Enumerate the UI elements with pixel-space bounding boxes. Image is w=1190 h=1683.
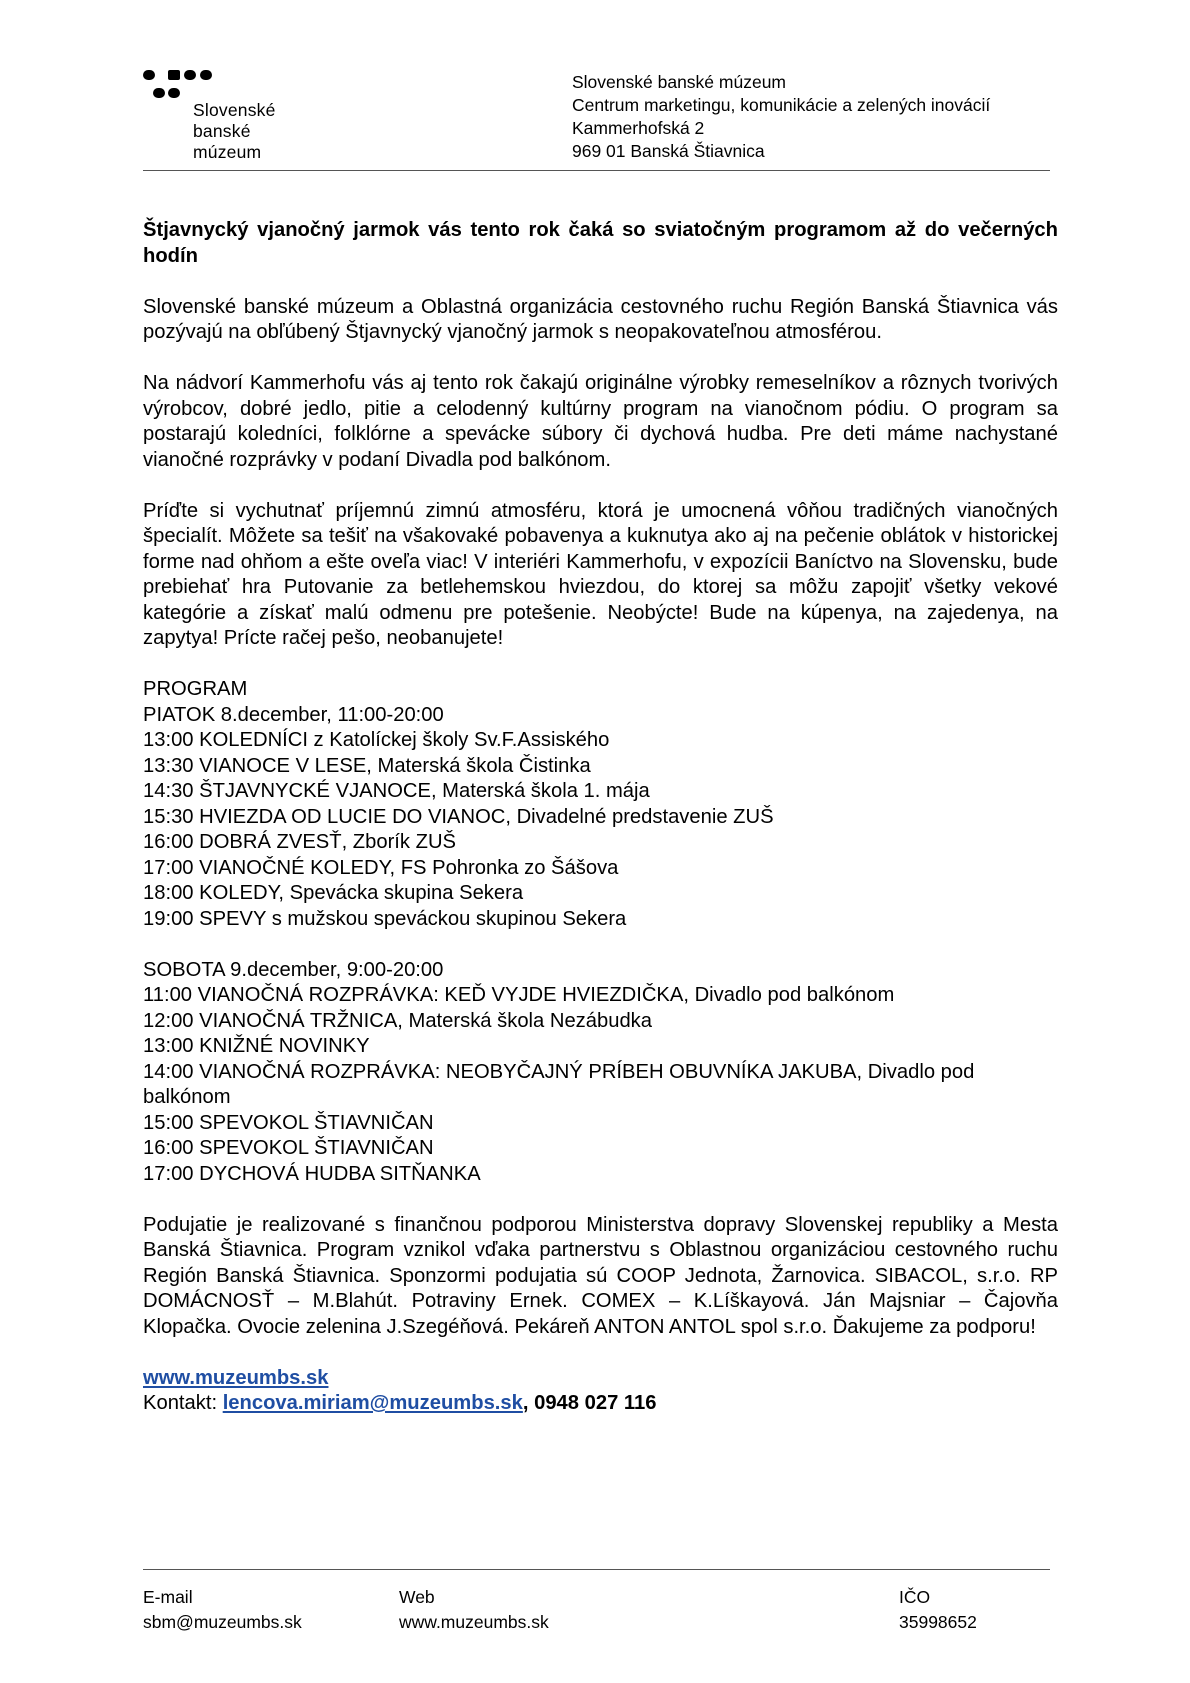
contact-label: Kontakt: <box>143 1392 223 1414</box>
header-line-4: 969 01 Banská Štiavnica <box>572 141 765 161</box>
header-line-1: Slovenské banské múzeum <box>572 72 786 92</box>
footer-web <box>399 1585 549 1635</box>
footer-ico-value: 35998652 <box>899 1612 977 1632</box>
page-title: Štjavnycký vjanočný jarmok vás tento rok čaká so sviatočným programom až do večerných hodín <box>143 219 1058 267</box>
program-item: 13:00 KOLEDNÍCI z Katolíckej školy Sv.F.Assiského <box>143 729 610 751</box>
press-release-body <box>143 218 1058 1417</box>
paragraph-intro: Slovenské banské múzeum a Oblastná organizácia cestovného ruchu Región Banská Štiavnica vás pozývajú na obľúbený Štjavnycký vjanočný jarmok s neopakovateľnou atmosférou. <box>143 295 1058 343</box>
footer-divider <box>143 1569 1050 1570</box>
program-item: 11:00 VIANOČNÁ ROZPRÁVKA: KEĎ VYJDE HVIEZDIČKA, Divadlo pod balkónom <box>143 984 895 1006</box>
footer-ico <box>899 1585 977 1635</box>
paragraph-courtyard: Na nádvorí Kammerhofu vás aj tento rok čakajú originálne výrobky remeselníkov a rôznych tvorivých výrobcov, dobré jedlo, pitie a celodenný kultúrny program na vianočnom pódiu. O program sa postarajú koledníci, folklórne a spevácke súbory či dychová hudba. Pre deti máme nachystané vianočné rozprávky v podaní Divadla pod balkónom. <box>143 372 1058 471</box>
footer-web-label: Web <box>399 1587 435 1607</box>
header-divider <box>143 170 1050 171</box>
program-item: 13:30 VIANOCE V LESE, Materská škola Čistinka <box>143 754 591 777</box>
program-section <box>143 677 1058 1187</box>
website-link[interactable]: www.muzeumbs.sk <box>143 1366 329 1389</box>
logo-line-1: Slovenské <box>193 100 276 120</box>
program-item: 14:30 ŠTJAVNYCKÉ VJANOCE, Materská škola 1. mája <box>143 780 650 802</box>
logo-wordmark <box>193 100 276 163</box>
program-item: 19:00 SPEVY s mužskou speváckou skupinou Sekera <box>143 907 627 930</box>
museum-logo <box>143 70 303 170</box>
program-item: 15:00 SPEVOKOL ŠTIAVNIČAN <box>143 1111 434 1134</box>
header-line-3: Kammerhofská 2 <box>572 118 705 138</box>
header-address <box>572 71 990 163</box>
footer-web-value: www.muzeumbs.sk <box>399 1612 549 1632</box>
paragraph-atmosphere: Príďte si vychutnať príjemnú zimnú atmosféru, ktorá je umocnená vôňou tradičných vianočných špecialít. Môžete sa tešiť na všakovaké pobavenya a kuknutya ako aj na pečenie oblátok v historickej forme nad ohňom a ešte oveľa viac! V interiéri Kammerhofu, v expozícii Baníctvo na Slovensku, bude prebiehať hra Putovanie za betlehemskou hviezdou, do ktorej sa môžu zapojiť všetky vekové kategórie a získať malú odmenu pre potešenie. Neobýcte! Bude na kúpenya, na zajedenya, na zapytya! Prícte račej pešo, neobanujete! <box>143 499 1058 649</box>
footer-email-label: E-mail <box>143 1587 193 1607</box>
contact-email-link[interactable]: lencova.miriam@muzeumbs.sk <box>222 1392 523 1414</box>
program-day-1-title: PIATOK 8.december, 11:00-20:00 <box>143 703 444 726</box>
paragraph-support: Podujatie je realizované s finančnou podporou Ministerstva dopravy Slovenskej republiky a Mesta Banská Štiavnica. Program vznikol vďaka partnerstvu s Oblastnou organizáciou cestovného ruchu Región Banská Štiavnica. Sponzormi podujatia sú COOP Jednota, Žarnovica. SIBACOL, s.r.o. RP DOMÁCNOSŤ – M.Blahút. Potraviny Ernek. COMEX – K.Líškayová. Ján Majsniar – Čajovňa Klopačka. Ovocie zelenina J.Szegéňová. Pekáreň ANTON ANTOL spol s.r.o. Ďakujeme za podporu! <box>143 1213 1058 1338</box>
program-item: 16:00 SPEVOKOL ŠTIAVNIČAN <box>143 1137 434 1159</box>
footer-email-value: sbm@muzeumbs.sk <box>143 1612 302 1632</box>
logo-line-2: banské <box>193 121 251 141</box>
program-heading: PROGRAM <box>143 678 248 700</box>
logo-line-3: múzeum <box>193 142 262 162</box>
program-item: 13:00 KNIŽNÉ NOVINKY <box>143 1035 370 1057</box>
contact-phone: , 0948 027 116 <box>522 1392 657 1414</box>
program-item: 18:00 KOLEDY, Spevácka skupina Sekera <box>143 882 524 904</box>
header-line-2: Centrum marketingu, komunikácie a zelených inovácií <box>572 95 991 115</box>
program-item: 14:00 VIANOČNÁ ROZPRÁVKA: NEOBYČAJNÝ PRÍBEH OBUVNÍKA JAKUBA, Divadlo pod balkónom <box>143 1060 975 1108</box>
program-item: 15:30 HVIEZDA OD LUCIE DO VIANOC, Divadelné predstavenie ZUŠ <box>143 805 774 828</box>
footer-email <box>143 1585 302 1635</box>
program-day-2-title: SOBOTA 9.december, 9:00-20:00 <box>143 958 444 981</box>
contact-row <box>143 1391 1058 1417</box>
program-item: 17:00 VIANOČNÉ KOLEDY, FS Pohronka zo Šášova <box>143 856 619 879</box>
website-row <box>143 1366 1058 1392</box>
program-item: 12:00 VIANOČNÁ TRŽNICA, Materská škola Nezábudka <box>143 1009 652 1032</box>
program-item: 16:00 DOBRÁ ZVESŤ, Zborík ZUŠ <box>143 831 456 853</box>
footer-ico-label: IČO <box>899 1587 931 1607</box>
program-item: 17:00 DYCHOVÁ HUDBA SITŇANKA <box>143 1162 481 1185</box>
